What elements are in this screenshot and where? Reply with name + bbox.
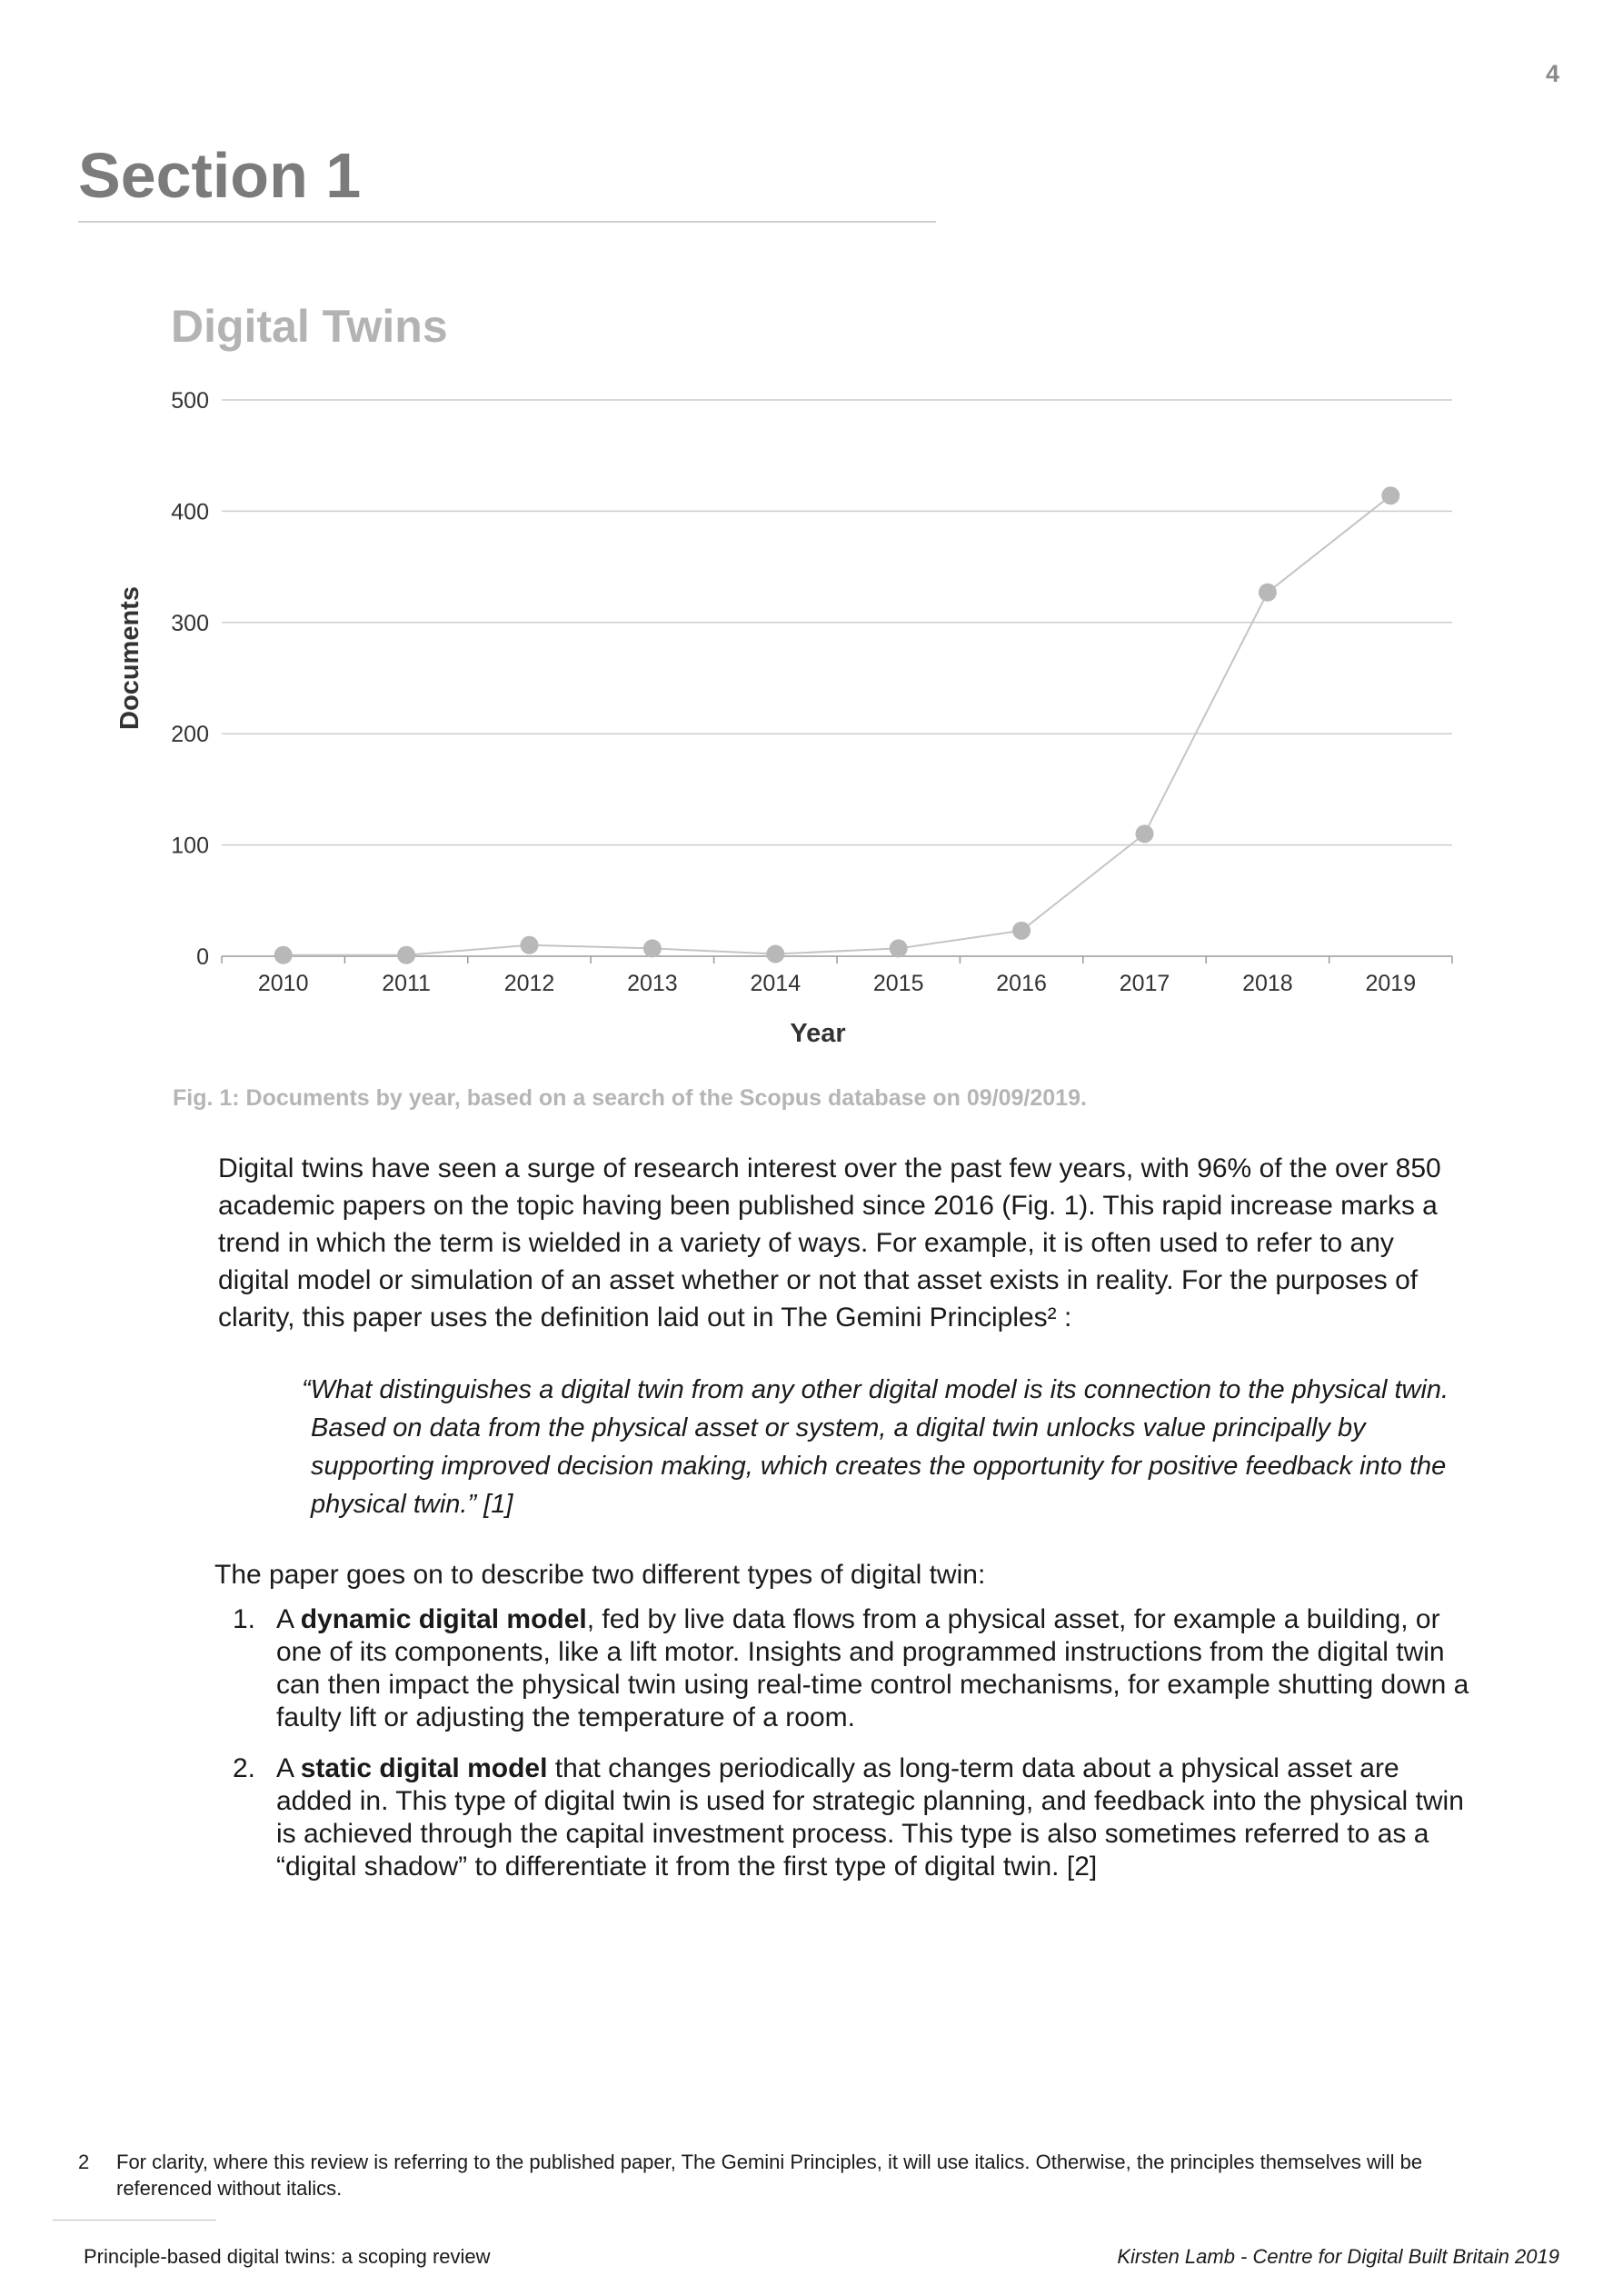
chart-y-tick-label: 100: [171, 833, 209, 859]
chart-x-tick-label: 2014: [750, 971, 802, 996]
chart-point: [1259, 584, 1277, 602]
documents-by-year-chart: [0, 273, 1623, 1073]
definition-quote: “What distinguishes a digital twin from any other digital model is its connection to the physical twin. Based on data from the physical asset or system, a digital twin unlocks value principally by supporting improved decision making, which creates the opportunity for positive feedback into the physical twin.” [1]: [302, 1375, 1449, 1519]
figure-caption: Fig. 1: Documents by year, based on a search of the Scopus database on 09/09/2019.: [173, 1085, 1087, 1111]
types-list: [227, 1603, 1481, 1902]
chart-x-tick-label: 2010: [257, 971, 309, 996]
list-item-lead: A: [276, 1604, 301, 1634]
chart-point: [1012, 922, 1031, 940]
intro-paragraph: Digital twins have seen a surge of research interest over the past few years, with 96% of the over 850 academic papers on the topic having been published since 2016 (Fig. 1). This rapid increase marks a trend in which the term is wielded in a variety of ways. For example, it is often used to refer to any digital model or simulation of an asset whether or not that asset exists in reality. For the purposes of clarity, this paper uses the definition laid out in The Gemini Principles² :: [218, 1153, 1441, 1333]
footer-title: Principle-based digital twins: a scoping review: [84, 2245, 491, 2268]
chart-point: [643, 939, 662, 957]
chart-x-tick-label: 2015: [872, 971, 924, 996]
list-item: [227, 1603, 1481, 1734]
chart-gridlines: [222, 400, 1452, 845]
chart-x-tick-label: 2013: [627, 971, 678, 996]
chart-x-tick-label: 2016: [996, 971, 1047, 996]
list-item-lead: A: [276, 1753, 301, 1783]
chart-y-tick-label: 200: [171, 722, 209, 748]
chart-x-tick-label: 2012: [503, 971, 555, 996]
page-number: 4: [1545, 60, 1559, 87]
chart-y-tick-label: 300: [171, 610, 209, 636]
chart-point: [890, 939, 908, 957]
section-title: Section 1: [78, 140, 362, 211]
footer-author: Kirsten Lamb - Centre for Digital Built Britain 2019: [1117, 2245, 1559, 2268]
chart-x-tick-label: 2018: [1242, 971, 1293, 996]
chart-x-ticks: [258, 971, 1416, 996]
footnote: [78, 2149, 1487, 2201]
chart-y-axis-label: Documents: [115, 586, 144, 730]
list-item-number: 2.: [233, 1753, 256, 1783]
types-paragraph: The paper goes on to describe two different types of digital twin:: [214, 1560, 986, 1590]
section-rule: [78, 221, 936, 223]
chart-y-tick-label: 400: [171, 499, 209, 525]
list-item-text: , fed by live data flows from a physical asset, for example a building, or one of its components, like a lift motor. Insights and programmed instructions from the digital twin can then impact the physical twin using real-time control mechanisms, for example shutting down a faulty lift or adjusting the temperature of a room.: [276, 1604, 1469, 1732]
chart-x-axis-label: Year: [790, 1019, 846, 1048]
chart-y-tick-label: 500: [171, 388, 209, 414]
chart-title: Digital Twins: [171, 301, 448, 352]
chart-series-polyline: [284, 495, 1391, 955]
footer-rule: [53, 2220, 216, 2221]
list-item: [227, 1752, 1481, 1883]
chart-point: [521, 936, 539, 954]
footnote-text: For clarity, where this review is referring to the published paper, The Gemini Principles, it will use italics. Otherwise, the principles themselves will be referenced without italics.: [116, 2151, 1423, 2200]
chart-point: [1381, 486, 1399, 504]
list-item-number: 1.: [233, 1604, 256, 1634]
chart-point: [1136, 824, 1154, 843]
chart-y-tick-label: 0: [196, 944, 209, 970]
chart-series-line: [284, 495, 1391, 955]
list-item-term: static digital model: [300, 1753, 548, 1783]
chart-x-tick-label: 2017: [1119, 971, 1170, 996]
chart-y-ticks: [171, 388, 209, 970]
chart-x-tick-label: 2011: [382, 971, 431, 996]
list-item-term: dynamic digital model: [300, 1604, 587, 1634]
list-item-text: that changes periodically as long-term data about a physical asset are added in. This type of digital twin is used for strategic planning, and feedback into the physical twin is achieved through the capital investment process. This type is also sometimes referred to as a “digital shadow” to differentiate it from the first type of digital twin. [2]: [276, 1753, 1464, 1882]
chart-point: [766, 945, 784, 963]
chart-point: [274, 946, 293, 964]
chart-x-tick-label: 2019: [1365, 971, 1417, 996]
chart-points: [274, 486, 1400, 964]
footnote-number: 2: [78, 2151, 90, 2173]
chart-point: [397, 946, 415, 964]
